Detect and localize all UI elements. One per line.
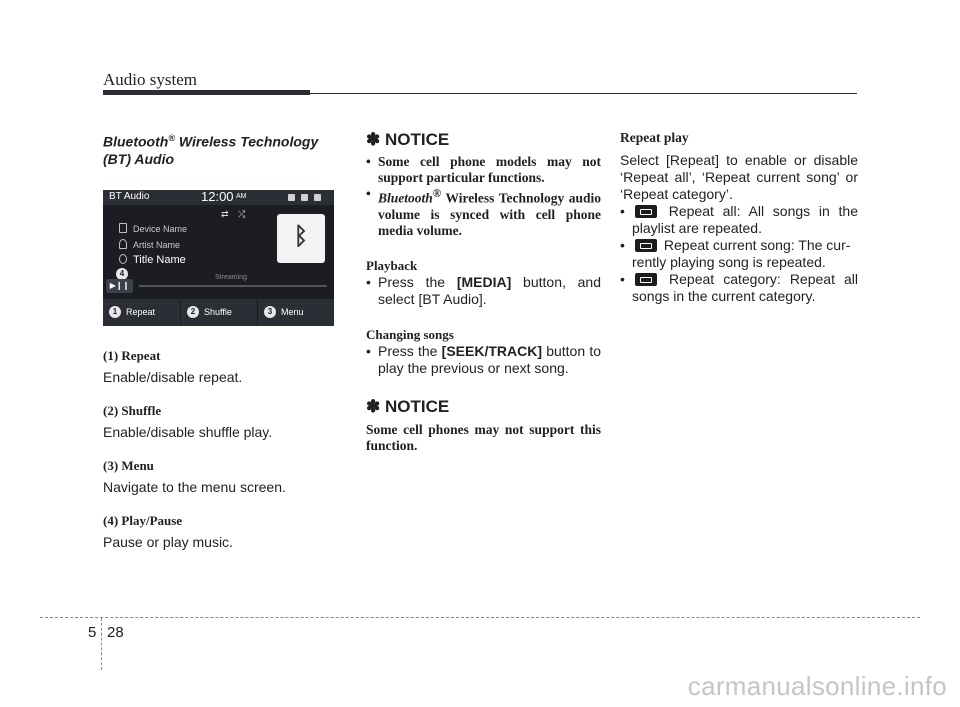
changing-songs-label: Changing songs bbox=[366, 326, 454, 342]
notice-heading-2: ✽ NOTICE bbox=[366, 396, 450, 416]
playback-label: Playback bbox=[366, 257, 418, 273]
screen-app-title: BT Audio bbox=[109, 190, 150, 202]
phone-icon bbox=[119, 223, 127, 233]
chapter-number: 5 bbox=[88, 624, 97, 641]
header-rule bbox=[103, 93, 857, 94]
page-number: 28 bbox=[107, 624, 124, 641]
item-play-pause: (4) Play/Pause Pause or play music. bbox=[103, 512, 233, 550]
menu-button[interactable]: 3 Menu bbox=[257, 299, 333, 326]
screen-button-bar bbox=[103, 299, 334, 326]
repeat-play-intro: Select [Repeat] to enable or disable ‘Repeat all’, ‘Repeat current song’ or ‘Repeat category’. bbox=[620, 152, 858, 202]
repeat-play-label: Repeat play bbox=[620, 130, 689, 145]
item-shuffle: (2) Shuffle Enable/disable shuffle play. bbox=[103, 402, 273, 440]
item-menu: (3) Menu Navigate to the menu screen. bbox=[103, 457, 286, 495]
repeat-song-icon bbox=[635, 239, 657, 252]
section-title: Bluetooth® Wireless Technology (BT) Audio bbox=[103, 133, 319, 167]
track-title-row: Title Name bbox=[119, 254, 186, 266]
notice-2-body: Some cell phones may not support this function. bbox=[366, 421, 601, 453]
callout-4: 4 bbox=[116, 268, 128, 280]
artist-icon bbox=[119, 239, 127, 249]
screen-clock: 12:00 bbox=[201, 189, 234, 204]
bluetooth-status-icon bbox=[301, 194, 308, 201]
bluetooth-album-art bbox=[277, 214, 325, 263]
footer-divider bbox=[101, 618, 102, 670]
repeat-all-icon bbox=[635, 205, 657, 218]
bt-audio-screen bbox=[103, 190, 334, 326]
playback-text: • Press the [MEDIA] button, and select [BT Audio]. bbox=[366, 274, 601, 308]
shuffle-status-icon: ⤮ bbox=[238, 208, 246, 219]
artist-name-row: Artist Name bbox=[119, 239, 180, 250]
changing-songs-text: • Press the [SEEK/TRACK] button to play the previous or next song. bbox=[366, 343, 601, 377]
repeat-category-item: • Repeat category: Repeat all songs in the current category. bbox=[620, 271, 858, 305]
column-bt-audio bbox=[103, 130, 335, 551]
item-repeat: (1) Repeat Enable/disable repeat. bbox=[103, 347, 243, 385]
repeat-category-icon bbox=[635, 273, 657, 286]
repeat-status-icon: ⇄ bbox=[221, 208, 229, 219]
streaming-label: Streaming bbox=[215, 273, 247, 281]
signal-icon bbox=[314, 194, 321, 201]
notice-heading-1: ✽ NOTICE bbox=[366, 130, 450, 149]
music-note-icon bbox=[119, 254, 127, 264]
footer-rule bbox=[40, 617, 920, 618]
column-notices bbox=[366, 130, 601, 454]
shuffle-button[interactable]: 2 Shuffle bbox=[180, 299, 256, 326]
screen-ampm: AM bbox=[236, 192, 247, 200]
bluetooth-icon: ᛒ bbox=[293, 222, 309, 250]
page-header-title: Audio system bbox=[103, 70, 197, 89]
repeat-all-item: • Repeat all: All songs in the playlist are repeated. bbox=[620, 203, 858, 237]
repeat-song-item: • Repeat current song: The cur- rently playing song is repeated. bbox=[620, 237, 858, 271]
play-pause-button[interactable]: ▶❙❙ bbox=[106, 279, 133, 293]
watermark: carmanualsonline.info bbox=[687, 671, 947, 701]
battery-icon bbox=[288, 194, 295, 201]
notice-1-body: • Some cell phone models may not support particular functions. • Bluetooth® Wireless Technology audio volume is synced with cell phone media volume. bbox=[366, 154, 601, 239]
repeat-button[interactable]: 1 Repeat bbox=[103, 299, 179, 326]
device-name-row: Device Name bbox=[119, 223, 187, 234]
progress-bar bbox=[139, 285, 327, 287]
column-repeat-play bbox=[620, 130, 858, 305]
